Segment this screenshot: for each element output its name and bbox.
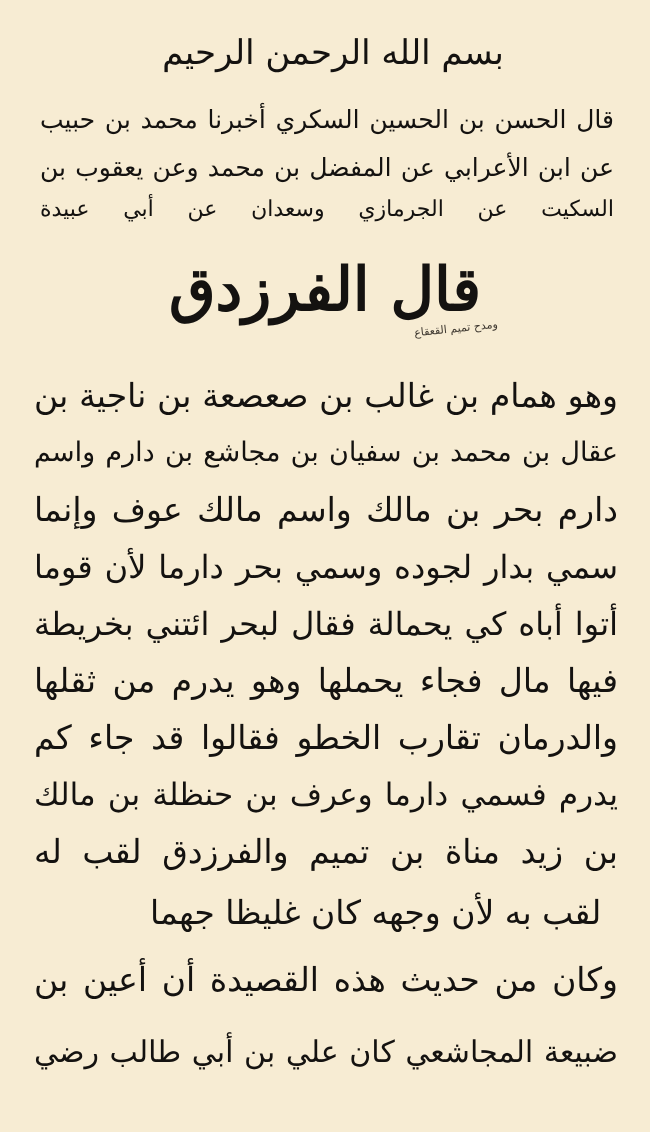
text-line-5: أتوا أباه كي يحمالة فقال لبحر ائتني بخريطة (34, 605, 618, 643)
text-line-4: سمي بدار لجوده وسمي بحر دارما لأن قوما (34, 548, 618, 586)
text-line-8: يدرم فسمي دارما وعرف بن حنظلة بن مالك (34, 777, 618, 813)
text-line-2: عقال بن محمد بن سفيان بن مجاشع بن دارم واسم (34, 437, 618, 468)
text-line-1: وهو همام بن غالب بن صعصعة بن ناجية بن (34, 376, 618, 415)
margin-note: ومدح تميم القعقاع (413, 317, 499, 340)
text-line-9: بن زيد مناة بن تميم والفرزدق لقب له (34, 832, 618, 871)
isnad-line-3: السكيت عن الجرمازي وسعدان عن أبي عبيدة (40, 197, 614, 222)
text-line-12: ضبيعة المجاشعي كان علي بن أبي طالب رضي (34, 1035, 618, 1070)
text-line-6: فيها مال فجاء يحملها وهو يدرم من ثقلها (34, 661, 618, 700)
text-line-3: دارم بحر بن مالك واسم مالك عوف وإنما (34, 490, 618, 529)
text-line-7: والدرمان تقارب الخطو فقالوا قد جاء كم (34, 718, 618, 757)
isnad-line-1: قال الحسن بن الحسين السكري أخبرنا محمد بن حبيب (40, 105, 614, 134)
poem-heading: قال الفرزدق (168, 255, 482, 325)
isnad-line-2: عن ابن الأعرابي عن المفضل بن محمد وعن يعقوب بن (40, 153, 614, 182)
text-line-11: وكان من حديث هذه القصيدة أن أعين بن (34, 960, 618, 999)
basmala: بسم الله الرحمن الرحيم (162, 33, 504, 73)
text-line-10: لقب به لأن وجهه كان غليظا جهما (150, 893, 602, 932)
